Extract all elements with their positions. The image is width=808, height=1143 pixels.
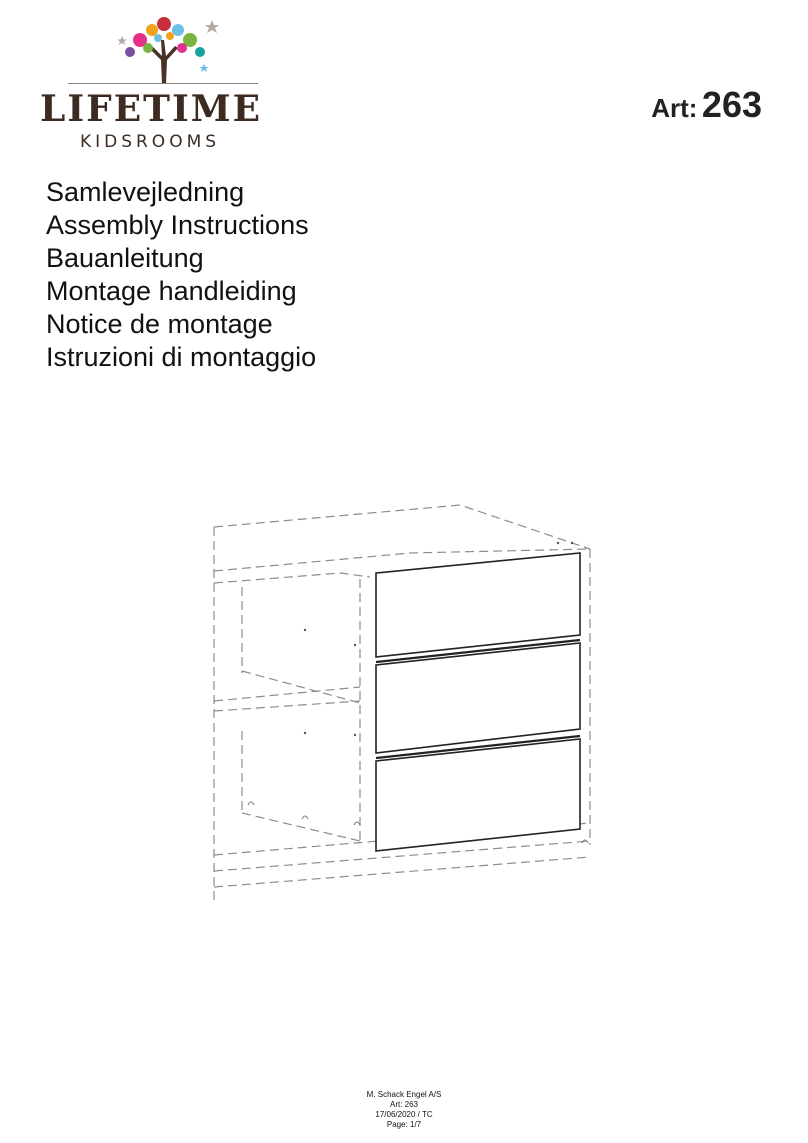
title-dutch: Montage handleiding: [46, 276, 297, 306]
title-english: Assembly Instructions: [46, 210, 309, 240]
brand-subtitle: KIDSROOMS: [79, 132, 221, 152]
title-danish: Samlevejledning: [46, 177, 245, 207]
drawer-unit-illustration: [210, 495, 600, 915]
footer-page: Page: 1/7: [386, 1120, 422, 1129]
brand-logo: [40, 10, 263, 152]
article-value: 263: [701, 84, 762, 125]
title-french: Notice de montage: [46, 309, 273, 339]
footer: [0, 1090, 808, 1130]
footer-article: Art: 263: [389, 1100, 418, 1109]
logo-divider: [68, 83, 258, 84]
article-number: [651, 84, 762, 126]
tree-icon: [100, 10, 230, 90]
title-list: [46, 176, 316, 374]
footer-company: M. Schack Engel A/S: [366, 1090, 442, 1099]
footer-date: 17/06/2020 / TC: [375, 1110, 433, 1119]
title-german: Bauanleitung: [46, 243, 204, 273]
title-italian: Istruzioni di montaggio: [46, 342, 317, 372]
article-label: Art:: [651, 93, 698, 123]
brand-name: LIFETIME: [40, 88, 263, 130]
